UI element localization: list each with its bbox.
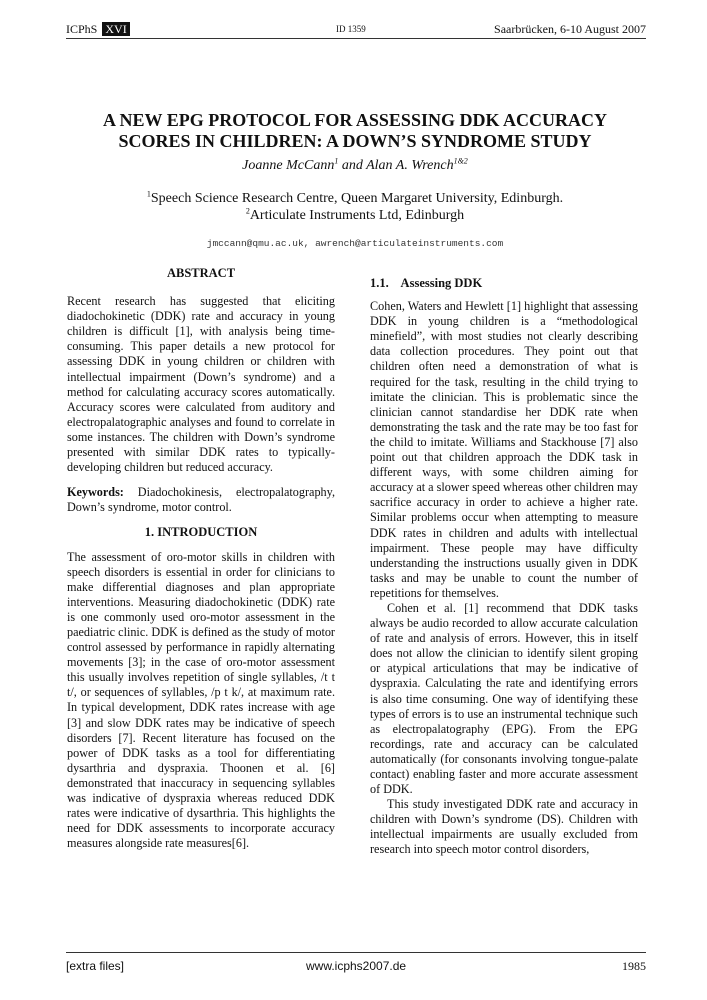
conference-name (66, 22, 130, 37)
author-conjunction: and (338, 158, 367, 173)
section-1-1-paragraph-3: This study investigated DDK rate and accuracy in children with Down’s syndrome (DS). Children with intellectual impairments are usually excluded from research into speech motor control disorders, (370, 797, 638, 857)
left-column (67, 266, 335, 851)
author-2: Alan A. Wrench (366, 158, 454, 173)
author-2-affil: 1&2 (453, 156, 468, 166)
affiliation-2-marker: 2 (245, 206, 250, 216)
keywords (67, 485, 335, 515)
affiliation-2 (60, 207, 650, 224)
introduction-heading: 1. INTRODUCTION (144, 525, 258, 540)
keywords-label: Keywords: (67, 485, 124, 500)
affiliation-1-text: Speech Science Research Centre, Queen Margaret University, Edinburgh. (150, 191, 564, 206)
section-1-1-heading: 1.1. Assessing DDK (370, 276, 483, 290)
page-number: 1985 (622, 959, 646, 973)
author-1-affil: 1 (334, 156, 339, 166)
author-list (60, 158, 650, 174)
keywords-text: Diadochokinesis, electropalatography, Down’s syndrome, motor control. (67, 485, 335, 515)
title-line-1: A NEW EPG PROTOCOL FOR ASSESSING DDK ACCURACY (103, 110, 607, 130)
right-column (370, 276, 638, 858)
author-emails[interactable]: jmccann@qmu.ac.uk, awrench@articulateinstruments.com (206, 238, 504, 249)
website-link[interactable]: www.icphs2007.de (306, 959, 407, 973)
affiliations (60, 190, 650, 224)
title-line-2: SCORES IN CHILDREN: A DOWN’S SYNDROME STUDY (118, 131, 592, 151)
section-1-1-paragraph-1: Cohen, Waters and Hewlett [1] highlight that assessing DDK in young children is a “methodological minefield”, with most studies not clearly describing data collection procedures. They point out that children often need a demonstration of what is required for the task, resulting in the child trying to imitate the clinician. This is problematic since the clinician cannot standardise her DDK rate when demonstrating the task and the rate may be too fast for the child to imitate. Williams and Stackhouse [7] also point out that children approach the DDK task in different ways, with some children aiming for accuracy at a slower speed whereas other children may sacrifice accuracy in order to achieve a higher rate. Similar problems occur when attempting to measure DDK rates in children and adults with intellectual impairment. These people may have difficulty understanding the instructions usually given in DDK tasks and may be unable to count the number of repetitions for themselves. (370, 299, 638, 600)
page-header (66, 20, 646, 39)
affiliation-1 (60, 190, 650, 207)
author-1: Joanne McCann (242, 158, 335, 173)
extra-files-link[interactable]: [extra files] (66, 959, 125, 973)
abstract-heading: ABSTRACT (166, 266, 236, 280)
location-date: Saarbrücken, 6-10 August 2007 (494, 22, 646, 36)
introduction-text: The assessment of oro-motor skills in children with speech disorders is essential in order for clinicians to make differential diagnoses and plan appropriate interventions. Measuring diadochokinetic (DDK) rate is one commonly used oro-motor assessment in the paediatric clinic. DDK is defined as the study of motor control assessed by performance in rapidly alternating movements [3]; in the case of oro-motor assessment this usually involves repetition of single syllables, /t t t/, or sequences of syllables, /p t k/, at maximum rate. In typical development, DDK rates increase with age [3] and slow DDK rates may be indicative of speech disorders [7]. Recent literature has focused on the power of DDK tasks as a tool for differentiating dysarthria and dyspraxia. Thoonen et al. [6] demonstrated that inaccuracy in sequencing syllables was indicative of dyspraxia whereas reduced DDK rates were indicative of dysarthria. This highlights the need for DDK assessments to incorporate accuracy measures alongside rate measures[6]. (67, 549, 335, 851)
abstract-text: Recent research has suggested that eliciting diadochokinetic (DDK) rate and accuracy in young children is difficult [1], with analysis being time-consuming. This paper details a new protocol for assessing DDK in young children or children with intellectual impairment (Down’s syndrome) and a method for calculating accuracy scores automatically. Accuracy scores were calculated from auditory and electropalatographic analyses and found to correlate in some instances. The children with Down’s syndrome presented with similar DDK rates to typically-developing children but reduced accuracy. (67, 294, 335, 475)
conference-label: ICPhS (66, 22, 98, 36)
affiliation-2-text: Articulate Instruments Ltd, Edinburgh (249, 208, 465, 223)
affiliation-1-marker: 1 (146, 189, 151, 199)
paper-id: ID 1359 (336, 24, 366, 34)
paper-title (60, 110, 650, 152)
conference-badge: XVI (102, 22, 129, 36)
page-footer (66, 952, 646, 977)
section-1-1-paragraph-2: Cohen et al. [1] recommend that DDK tasks always be audio recorded to allow accurate calculation of rate and analysis of errors. However, this in itself does not allow the clinician to identify silent groping or atypical articulations that may be indicative of dyspraxia. Calculating the rate and identifying errors is also time consuming. One way of identifying these types of errors is to use an instrumental technique such as electropalatography (EPG). From the EPG recordings, rate and accuracy can be calculated automatically (for consonants involving tongue-palate contact) enabling faster and more accurate assessment of DDK. (370, 600, 638, 797)
